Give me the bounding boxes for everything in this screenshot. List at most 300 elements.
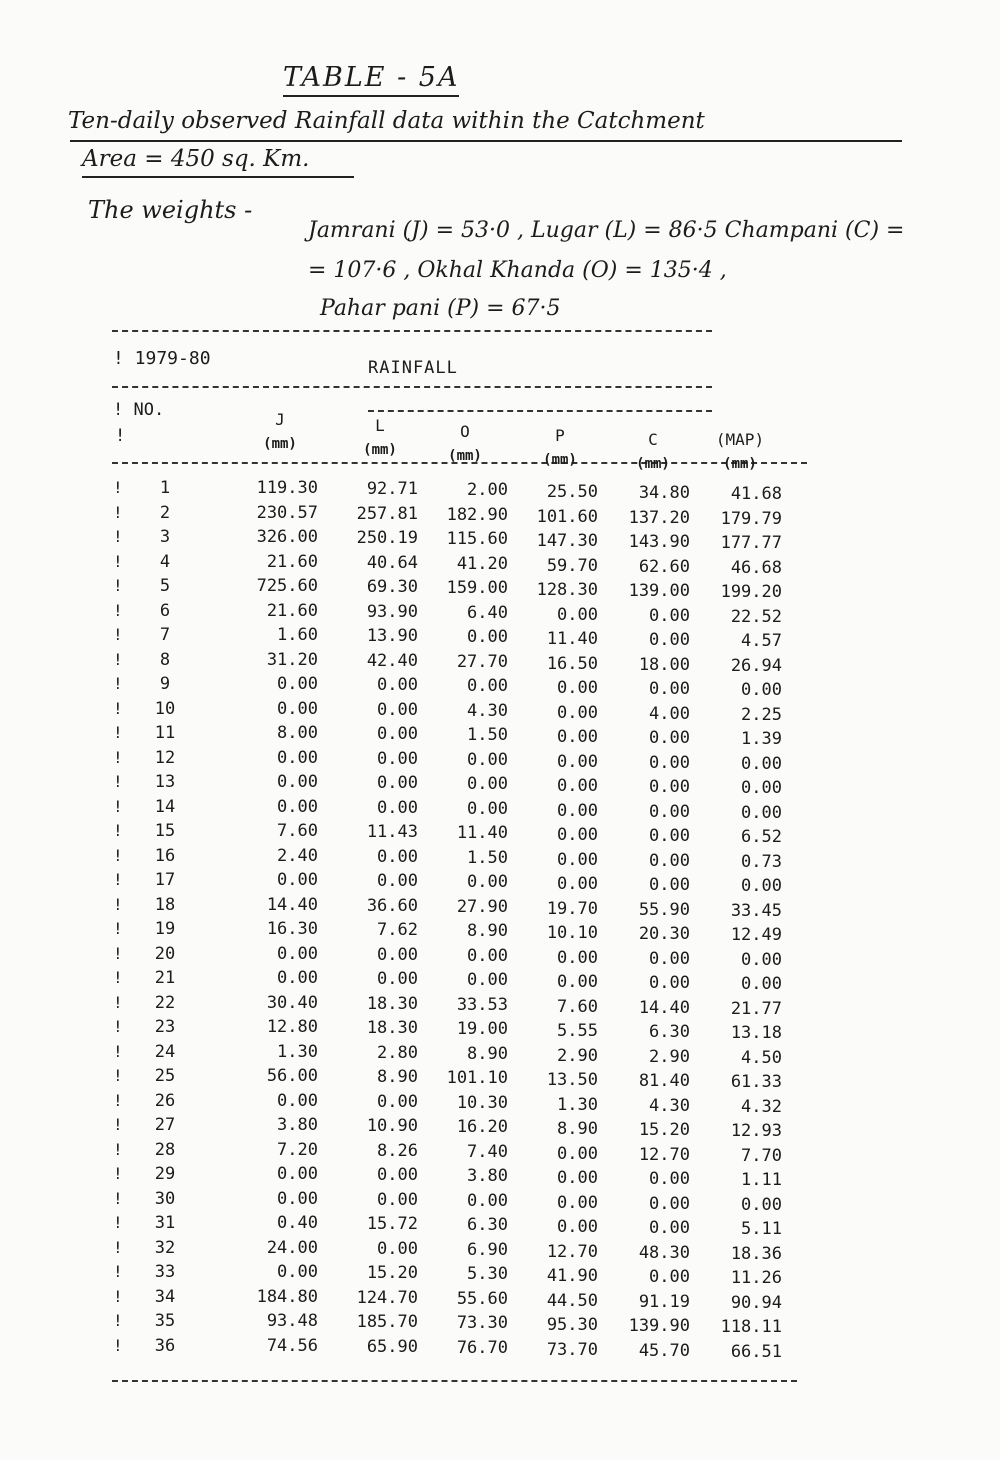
table-cell: 16.30: [266, 919, 318, 939]
table-cell: 0.00: [649, 851, 690, 871]
table-cell: 0.00: [277, 1091, 318, 1111]
table-subtitle: Ten-daily observed Rainfall data within the Catchment: [68, 108, 705, 134]
table-cell: 81.40: [638, 1071, 690, 1091]
table-cell: 92.71: [366, 479, 418, 499]
table-cell: 250.19: [356, 528, 418, 548]
table-cell: 0.40: [277, 1213, 318, 1233]
table-cell: 0.00: [377, 700, 418, 720]
row-border: !: [113, 846, 123, 865]
table-cell: 22.52: [730, 607, 782, 627]
table-cell: 2.90: [557, 1046, 598, 1066]
rainfall-rule: [368, 410, 712, 412]
table-cell: 55.90: [638, 900, 690, 920]
row-number: 13: [154, 772, 176, 792]
table-cell: 2.90: [649, 1047, 690, 1067]
table-cell: 0.00: [377, 1239, 418, 1259]
row-number: 25: [154, 1066, 176, 1086]
row-border: !: [113, 944, 123, 963]
table-cell: 4.30: [649, 1096, 690, 1116]
table-cell: 0.00: [467, 627, 508, 647]
row-number: 8: [159, 650, 171, 670]
row-border: !: [113, 870, 123, 889]
row-border: !: [113, 895, 123, 914]
table-cell: 90.94: [730, 1293, 782, 1313]
table-cell: 2.00: [467, 480, 508, 500]
row-border: !: [113, 503, 123, 522]
row-number: 28: [154, 1140, 176, 1160]
table-cell: 69.30: [366, 577, 418, 597]
row-number: 2: [159, 503, 171, 523]
column-unit: (mm): [448, 448, 482, 464]
catchment-area: Area = 450 sq. Km.: [82, 146, 310, 172]
table-cell: 0.00: [467, 774, 508, 794]
row-number: 26: [154, 1091, 176, 1111]
table-cell: 41.90: [546, 1266, 598, 1286]
table-cell: 0.00: [557, 1193, 598, 1213]
table-cell: 4.00: [649, 704, 690, 724]
table-cell: 0.00: [277, 870, 318, 890]
table-cell: 4.50: [741, 1048, 782, 1068]
table-cell: 15.72: [366, 1214, 418, 1234]
table-cell: 7.70: [741, 1146, 782, 1166]
table-cell: 0.00: [741, 803, 782, 823]
table-cell: 13.90: [366, 626, 418, 646]
table-cell: 10.90: [366, 1116, 418, 1136]
table-cell: 26.94: [730, 656, 782, 676]
table-cell: 0.00: [277, 968, 318, 988]
row-number: 31: [154, 1213, 176, 1233]
table-cell: 182.90: [446, 505, 508, 525]
row-number: 9: [159, 674, 171, 694]
table-rule-top: [112, 330, 712, 332]
column-header-2: [340, 414, 420, 462]
table-cell: 0.00: [649, 777, 690, 797]
table-cell: 4.57: [741, 631, 782, 651]
table-cell: 101.60: [536, 507, 598, 527]
row-number: 15: [154, 821, 176, 841]
table-cell: 0.00: [277, 699, 318, 719]
table-cell: 40.64: [366, 553, 418, 573]
table-cell: 101.10: [446, 1068, 508, 1088]
row-border: !: [113, 1336, 123, 1355]
row-border: !: [113, 625, 123, 644]
row-border: !: [113, 993, 123, 1012]
row-border: !: [113, 552, 123, 571]
table-cell: 0.00: [557, 678, 598, 698]
table-cell: 5.30: [467, 1264, 508, 1284]
rainfall-label: RAINFALL: [368, 358, 458, 378]
column-name: C: [648, 430, 658, 449]
column-unit: (mm): [723, 456, 757, 472]
table-cell: 0.00: [649, 826, 690, 846]
row-number: 33: [154, 1262, 176, 1282]
table-cell: 61.33: [730, 1072, 782, 1092]
table-cell: 76.70: [456, 1338, 508, 1358]
table-cell: 0.00: [649, 802, 690, 822]
row-number: 24: [154, 1042, 176, 1062]
table-cell: 0.00: [557, 1217, 598, 1237]
table-cell: 0.00: [377, 675, 418, 695]
column-header-3: [425, 420, 505, 468]
table-cell: 0.00: [557, 727, 598, 747]
table-cell: 0.00: [741, 876, 782, 896]
table-cell: 2.80: [377, 1043, 418, 1063]
table-cell: 41.68: [730, 484, 782, 504]
row-number: 4: [159, 552, 171, 572]
row-number: 21: [154, 968, 176, 988]
table-cell: 6.90: [467, 1240, 508, 1260]
table-cell: 0.00: [377, 847, 418, 867]
table-cell: 0.00: [557, 801, 598, 821]
row-border: !: [113, 1164, 123, 1183]
table-cell: 0.00: [649, 875, 690, 895]
table-cell: 0.00: [557, 850, 598, 870]
table-cell: 128.30: [536, 580, 598, 600]
table-cell: 11.40: [546, 629, 598, 649]
table-cell: 55.60: [456, 1289, 508, 1309]
row-border: !: [113, 968, 123, 987]
table-cell: 0.00: [467, 946, 508, 966]
table-cell: 31.20: [266, 650, 318, 670]
table-cell: 0.00: [277, 748, 318, 768]
row-border: !: [113, 919, 123, 938]
table-cell: 0.00: [277, 1164, 318, 1184]
table-cell: 5.55: [557, 1021, 598, 1041]
row-number: 7: [159, 625, 171, 645]
row-border: !: [113, 723, 123, 742]
table-cell: 3.80: [467, 1166, 508, 1186]
row-number: 29: [154, 1164, 176, 1184]
table-cell: 0.00: [277, 1189, 318, 1209]
table-cell: 230.57: [256, 503, 318, 523]
row-number: 23: [154, 1017, 176, 1037]
row-border: !: [113, 748, 123, 767]
row-number: 36: [154, 1336, 176, 1356]
table-cell: 179.79: [720, 509, 782, 529]
table-cell: 4.30: [467, 701, 508, 721]
table-cell: 0.00: [377, 1190, 418, 1210]
table-cell: 65.90: [366, 1337, 418, 1357]
row-number: 6: [159, 601, 171, 621]
table-rule-2: [112, 386, 712, 388]
table-cell: 0.00: [649, 1267, 690, 1287]
table-cell: 15.20: [638, 1120, 690, 1140]
column-header-4: [520, 424, 600, 472]
row-number: 12: [154, 748, 176, 768]
row-number: 34: [154, 1287, 176, 1307]
table-cell: 1.39: [741, 729, 782, 749]
table-cell: 6.40: [467, 603, 508, 623]
table-cell: 11.26: [730, 1268, 782, 1288]
table-rule-bottom: [112, 1380, 797, 1382]
column-name: J: [275, 410, 285, 429]
row-number: 32: [154, 1238, 176, 1258]
row-border: !: [113, 1091, 123, 1110]
table-cell: 139.00: [628, 581, 690, 601]
table-cell: 1.60: [277, 625, 318, 645]
table-cell: 257.81: [356, 504, 418, 524]
table-cell: 5.11: [741, 1219, 782, 1239]
table-cell: 18.00: [638, 655, 690, 675]
table-cell: 0.00: [377, 969, 418, 989]
row-number: 18: [154, 895, 176, 915]
table-cell: 124.70: [356, 1288, 418, 1308]
table-cell: 21.77: [730, 999, 782, 1019]
row-number: 16: [154, 846, 176, 866]
area-underline: [82, 176, 354, 178]
table-cell: 8.00: [277, 723, 318, 743]
table-cell: 21.60: [266, 601, 318, 621]
table-cell: 20.30: [638, 924, 690, 944]
weights-label: The weights -: [88, 196, 253, 224]
table-cell: 1.11: [741, 1170, 782, 1190]
table-cell: 7.62: [377, 920, 418, 940]
table-cell: 46.68: [730, 558, 782, 578]
table-cell: 42.40: [366, 651, 418, 671]
year-label: ! 1979-80: [113, 348, 211, 369]
table-cell: 0.00: [277, 674, 318, 694]
table-cell: 143.90: [628, 532, 690, 552]
row-number: 3: [159, 527, 171, 547]
row-number: 20: [154, 944, 176, 964]
table-cell: 8.90: [377, 1067, 418, 1087]
table-cell: 0.73: [741, 852, 782, 872]
table-cell: 73.30: [456, 1313, 508, 1333]
table-cell: 12.93: [730, 1121, 782, 1141]
weights-line-1: Jamrani (J) = 53·0 , Lugar (L) = 86·5 Champani (C) =: [308, 218, 905, 243]
table-cell: 0.00: [649, 1169, 690, 1189]
table-cell: 33.53: [456, 995, 508, 1015]
table-cell: 11.40: [456, 823, 508, 843]
row-border: !: [113, 1017, 123, 1036]
column-header-5: [613, 428, 693, 476]
row-number: 11: [154, 723, 176, 743]
table-cell: 115.60: [446, 529, 508, 549]
column-unit: (mm): [363, 442, 397, 458]
row-border: !: [113, 650, 123, 669]
table-cell: 7.60: [557, 997, 598, 1017]
row-border: !: [113, 576, 123, 595]
table-cell: 73.70: [546, 1340, 598, 1360]
table-cell: 0.00: [649, 1194, 690, 1214]
table-cell: 0.00: [649, 1218, 690, 1238]
table-cell: 0.00: [557, 752, 598, 772]
row-border: !: [113, 1287, 123, 1306]
row-number: 19: [154, 919, 176, 939]
table-cell: 1.50: [467, 725, 508, 745]
table-cell: 0.00: [377, 1165, 418, 1185]
table-cell: 0.00: [557, 972, 598, 992]
table-cell: 0.00: [377, 773, 418, 793]
table-cell: 0.00: [377, 798, 418, 818]
table-cell: 95.30: [546, 1315, 598, 1335]
table-cell: 11.43: [366, 822, 418, 842]
table-cell: 0.00: [557, 1168, 598, 1188]
table-cell: 0.00: [649, 753, 690, 773]
row-number: 17: [154, 870, 176, 890]
table-cell: 10.30: [456, 1093, 508, 1113]
table-cell: 10.10: [546, 923, 598, 943]
table-cell: 2.40: [277, 846, 318, 866]
table-cell: 137.20: [628, 508, 690, 528]
table-cell: 0.00: [377, 871, 418, 891]
table-cell: 0.00: [741, 1195, 782, 1215]
table-cell: 6.30: [467, 1215, 508, 1235]
table-cell: 8.90: [467, 921, 508, 941]
table-cell: 159.00: [446, 578, 508, 598]
row-border: !: [113, 1140, 123, 1159]
row-number: 22: [154, 993, 176, 1013]
table-cell: 185.70: [356, 1312, 418, 1332]
column-unit: (mm): [636, 456, 670, 472]
table-cell: 18.36: [730, 1244, 782, 1264]
table-cell: 184.80: [256, 1287, 318, 1307]
table-cell: 0.00: [557, 776, 598, 796]
column-name: P: [555, 426, 565, 445]
table-cell: 13.50: [546, 1070, 598, 1090]
table-cell: 0.00: [741, 950, 782, 970]
table-cell: 30.40: [266, 993, 318, 1013]
row-border: !: [113, 478, 123, 497]
table-cell: 0.00: [741, 680, 782, 700]
table-cell: 91.19: [638, 1292, 690, 1312]
row-border: !: [113, 699, 123, 718]
table-cell: 12.70: [546, 1242, 598, 1262]
row-border: !: [113, 772, 123, 791]
table-cell: 12.70: [638, 1145, 690, 1165]
table-cell: 0.00: [467, 970, 508, 990]
table-cell: 12.80: [266, 1017, 318, 1037]
table-cell: 93.90: [366, 602, 418, 622]
table-cell: 147.30: [536, 531, 598, 551]
table-cell: 13.18: [730, 1023, 782, 1043]
row-border: !: [113, 1042, 123, 1061]
table-cell: 33.45: [730, 901, 782, 921]
table-cell: 24.00: [266, 1238, 318, 1258]
table-cell: 59.70: [546, 556, 598, 576]
row-border: !: [113, 1066, 123, 1085]
table-cell: 0.00: [557, 825, 598, 845]
table-cell: 1.30: [277, 1042, 318, 1062]
column-header-6: [700, 428, 780, 476]
table-cell: 0.00: [557, 1144, 598, 1164]
row-border: !: [113, 1213, 123, 1232]
column-header-1: [240, 408, 320, 456]
table-cell: 177.77: [720, 533, 782, 553]
table-cell: 0.00: [277, 1262, 318, 1282]
table-cell: 14.40: [638, 998, 690, 1018]
row-border: !: [113, 1311, 123, 1330]
row-number: 27: [154, 1115, 176, 1135]
table-cell: 0.00: [277, 797, 318, 817]
table-cell: 0.00: [649, 679, 690, 699]
table-cell: 0.00: [377, 749, 418, 769]
table-cell: 36.60: [366, 896, 418, 916]
table-cell: 0.00: [467, 872, 508, 892]
row-border: !: [113, 527, 123, 546]
table-cell: 27.70: [456, 652, 508, 672]
table-cell: 7.60: [277, 821, 318, 841]
table-cell: 0.00: [467, 799, 508, 819]
table-cell: 199.20: [720, 582, 782, 602]
row-number: 5: [159, 576, 171, 596]
table-cell: 0.00: [467, 750, 508, 770]
table-cell: 56.00: [266, 1066, 318, 1086]
table-cell: 0.00: [557, 874, 598, 894]
table-cell: 0.00: [377, 945, 418, 965]
row-number: 35: [154, 1311, 176, 1331]
table-cell: 1.30: [557, 1095, 598, 1115]
row-border: !: [113, 1189, 123, 1208]
table-cell: 6.30: [649, 1022, 690, 1042]
header-border: !: [115, 426, 126, 446]
table-cell: 8.26: [377, 1141, 418, 1161]
table-cell: 0.00: [377, 1092, 418, 1112]
table-cell: 0.00: [649, 728, 690, 748]
table-cell: 0.00: [741, 754, 782, 774]
table-cell: 66.51: [730, 1342, 782, 1362]
row-border: !: [113, 1115, 123, 1134]
table-cell: 16.20: [456, 1117, 508, 1137]
table-cell: 41.20: [456, 554, 508, 574]
table-cell: 0.00: [277, 944, 318, 964]
row-number: 1: [159, 478, 171, 498]
table-cell: 8.90: [557, 1119, 598, 1139]
table-cell: 16.50: [546, 654, 598, 674]
table-cell: 0.00: [557, 948, 598, 968]
table-cell: 3.80: [277, 1115, 318, 1135]
table-cell: 21.60: [266, 552, 318, 572]
table-cell: 0.00: [649, 606, 690, 626]
table-cell: 27.90: [456, 897, 508, 917]
no-column-header: ! NO.: [113, 400, 165, 420]
table-cell: 0.00: [649, 949, 690, 969]
weights-line-3: Pahar pani (P) = 67·5: [320, 296, 561, 321]
table-cell: 48.30: [638, 1243, 690, 1263]
table-cell: 2.25: [741, 705, 782, 725]
row-border: !: [113, 674, 123, 693]
table-cell: 0.00: [377, 724, 418, 744]
table-cell: 14.40: [266, 895, 318, 915]
table-cell: 0.00: [741, 778, 782, 798]
table-cell: 0.00: [467, 1191, 508, 1211]
row-border: !: [113, 821, 123, 840]
table-cell: 0.00: [277, 772, 318, 792]
table-cell: 19.00: [456, 1019, 508, 1039]
table-cell: 0.00: [649, 630, 690, 650]
row-border: !: [113, 1262, 123, 1281]
row-number: 14: [154, 797, 176, 817]
table-cell: 326.00: [256, 527, 318, 547]
table-cell: 18.30: [366, 994, 418, 1014]
table-cell: 7.20: [277, 1140, 318, 1160]
table-cell: 6.52: [741, 827, 782, 847]
table-cell: 7.40: [467, 1142, 508, 1162]
table-cell: 62.60: [638, 557, 690, 577]
table-cell: 74.56: [266, 1336, 318, 1356]
column-unit: (mm): [543, 452, 577, 468]
table-cell: 18.30: [366, 1018, 418, 1038]
table-cell: 45.70: [638, 1341, 690, 1361]
table-cell: 34.80: [638, 483, 690, 503]
table-cell: 44.50: [546, 1291, 598, 1311]
column-unit: (mm): [263, 436, 297, 452]
column-name: L: [375, 416, 385, 435]
row-border: !: [113, 797, 123, 816]
table-cell: 0.00: [557, 703, 598, 723]
page-title: TABLE - 5A: [283, 62, 459, 97]
table-cell: 4.32: [741, 1097, 782, 1117]
